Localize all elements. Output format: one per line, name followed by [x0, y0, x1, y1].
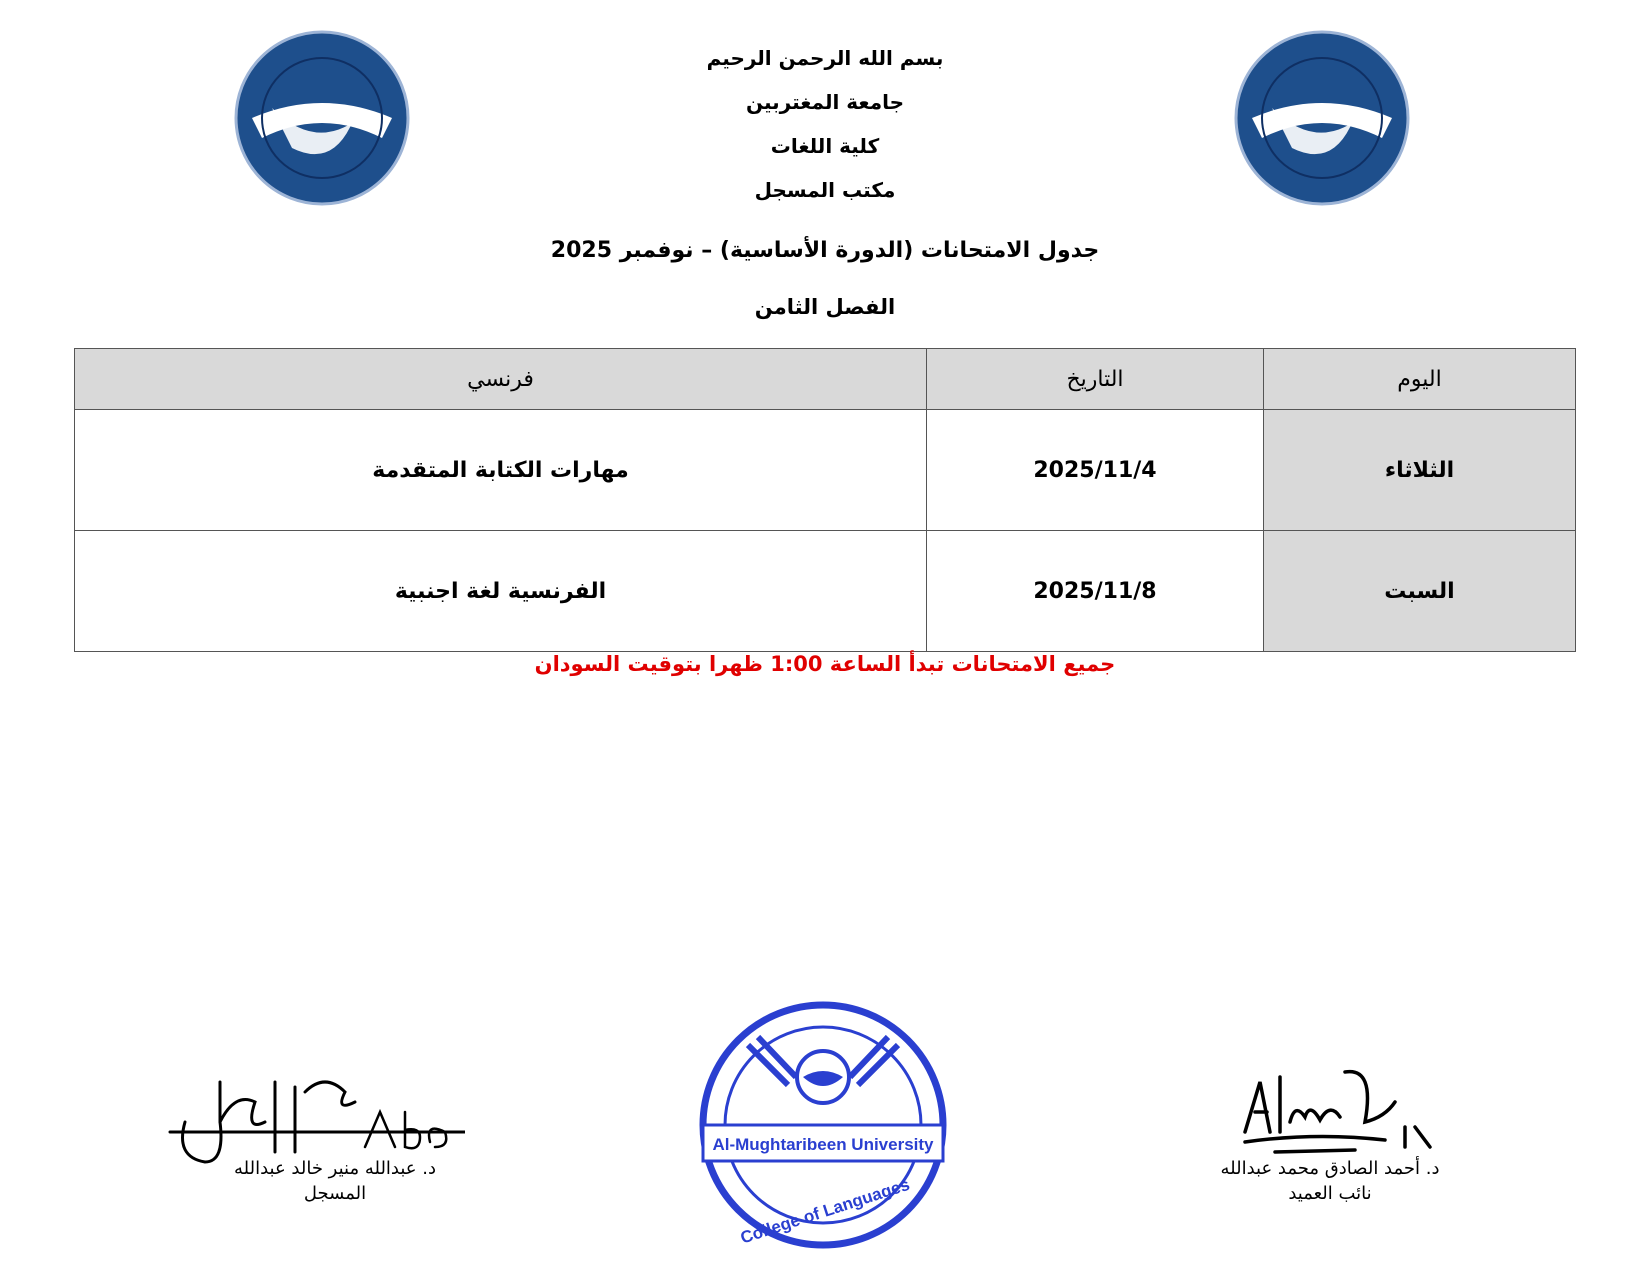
university-name: جامعة المغتربين: [745, 90, 905, 114]
exam-schedule-table: [74, 348, 1576, 652]
vice-dean-signature: [1235, 1062, 1455, 1162]
header-day: اليوم: [1264, 349, 1576, 410]
svg-text:College of Languages: College of Languages: [738, 1174, 912, 1248]
table-row: [75, 410, 1576, 531]
row-date: 2025/11/8: [927, 531, 1264, 652]
vice-dean-name: د. أحمد الصادق محمد عبدالله: [1220, 1158, 1440, 1179]
vice-dean-role: نائب العميد: [1288, 1183, 1372, 1204]
row-date: 2025/11/4: [927, 410, 1264, 531]
registrar-name: د. عبدالله منير خالد عبدالله: [233, 1158, 437, 1179]
row-subject: مهارات الكتابة المتقدمة: [75, 410, 927, 531]
registrar-role: المسجل: [303, 1183, 367, 1204]
registrar-block: [190, 1158, 480, 1204]
office-name: مكتب المسجل: [754, 178, 896, 202]
document-header: [625, 36, 1025, 212]
schedule-title: جدول الامتحانات (الدورة الأساسية) – نوفمبر 2025: [550, 238, 1100, 263]
registrar-signature: [165, 1062, 465, 1172]
row-day: الثلاثاء: [1264, 410, 1576, 531]
table-row: [75, 531, 1576, 652]
svg-text:Al-Mughtaribeen University: Al-Mughtaribeen University: [712, 1135, 934, 1154]
table-header-row: [75, 349, 1576, 410]
college-name: كلية اللغات: [770, 134, 880, 158]
exam-time-note: جميع الامتحانات تبدأ الساعة 1:00 ظهرا بتوقيت السودان: [534, 652, 1116, 676]
university-logo-left: [232, 28, 412, 208]
header-date: التاريخ: [927, 349, 1264, 410]
row-day: السبت: [1264, 531, 1576, 652]
header-subject: فرنسي: [75, 349, 927, 410]
vice-dean-block: [1180, 1158, 1480, 1204]
row-subject: الفرنسية لغة اجنبية: [75, 531, 927, 652]
basmala: بسم الله الرحمن الرحيم: [706, 46, 944, 70]
semester-subtitle: الفصل الثامن: [754, 295, 896, 319]
university-logo-right: [1232, 28, 1412, 208]
college-stamp: [693, 995, 953, 1255]
